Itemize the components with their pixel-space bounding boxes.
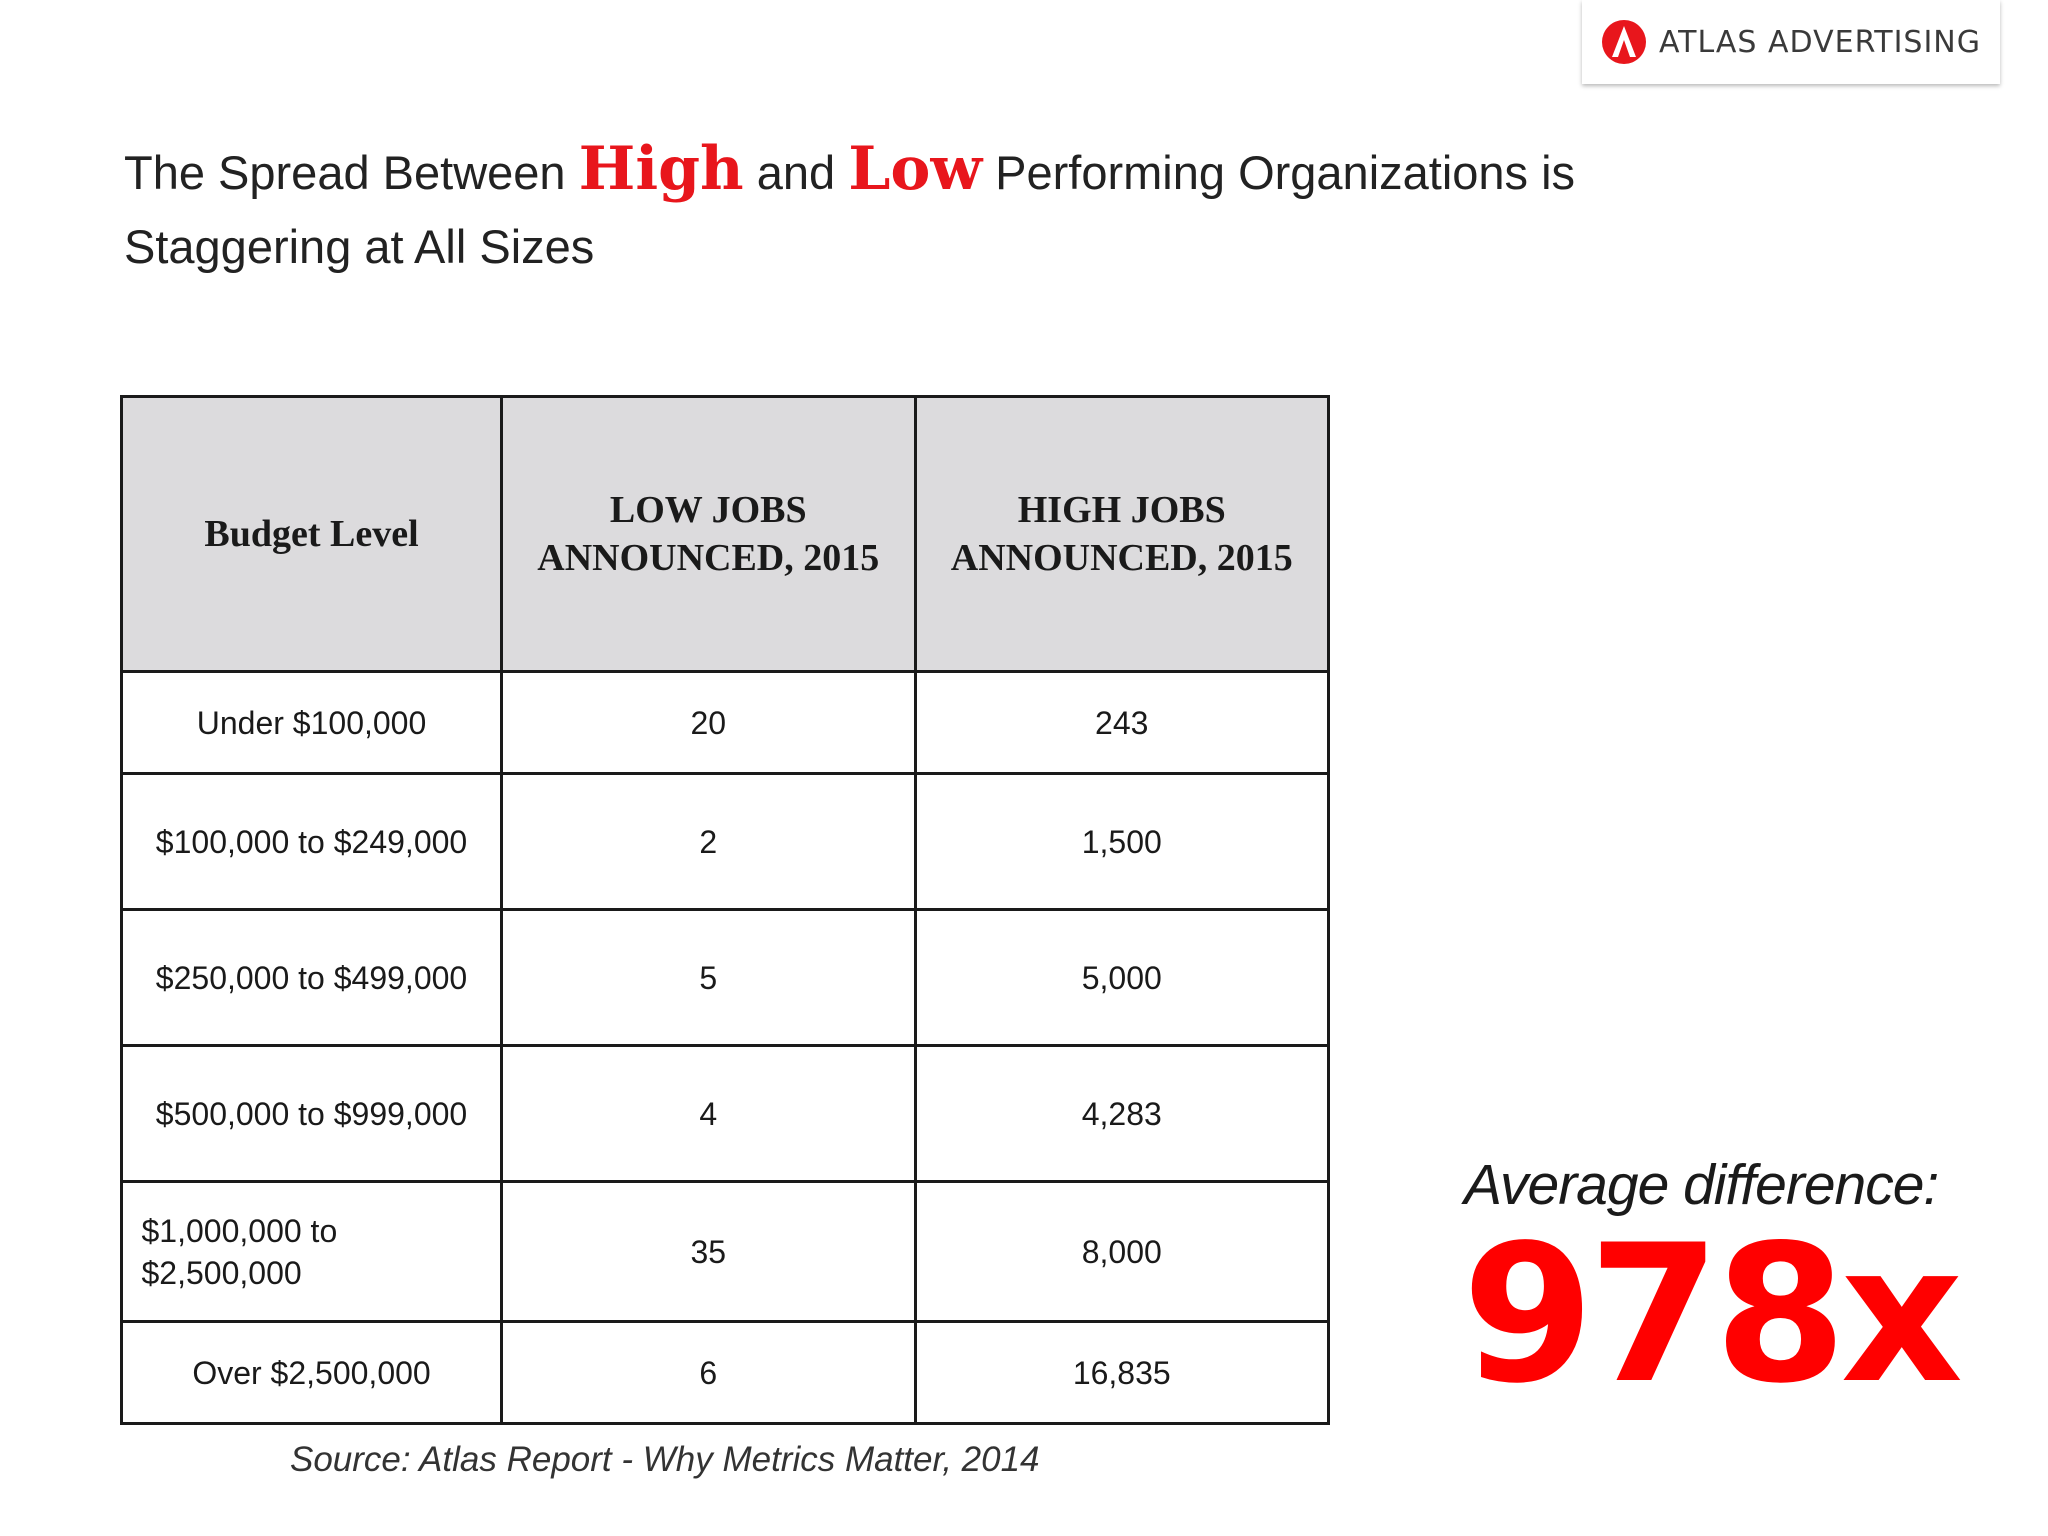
page-title	[124, 132, 1764, 284]
header-budget-level: Budget Level	[122, 397, 502, 672]
brand-name: ATLAS ADVERTISING	[1658, 24, 1981, 60]
source-citation: Source: Atlas Report - Why Metrics Matter, 2014	[290, 1440, 1040, 1479]
average-difference-value: 978x	[1462, 1204, 1958, 1425]
budget-level-cell	[122, 672, 502, 774]
atlas-a-logo-icon	[1601, 19, 1647, 65]
low-jobs-cell: 4	[502, 1046, 915, 1182]
header-low-jobs: LOW JOBS ANNOUNCED, 2015	[502, 397, 915, 672]
table-row	[122, 1046, 1329, 1182]
budget-level-text: $100,000 to $249,000	[155, 823, 468, 860]
budget-level-cell	[122, 1046, 502, 1182]
table-row	[122, 672, 1329, 774]
header-high-jobs: HIGH JOBS ANNOUNCED, 2015	[915, 397, 1329, 672]
table-header-row	[122, 397, 1329, 672]
high-jobs-cell: 1,500	[915, 774, 1329, 910]
budget-jobs-table	[120, 395, 1330, 1425]
high-jobs-cell: 8,000	[915, 1182, 1329, 1322]
title-high-emphasis: High	[578, 134, 744, 204]
budget-level-text: $250,000 to $499,000	[155, 959, 468, 996]
table-row	[122, 1322, 1329, 1424]
high-jobs-cell: 16,835	[915, 1322, 1329, 1424]
title-part-1: The Spread Between	[124, 146, 579, 199]
high-jobs-cell: 4,283	[915, 1046, 1329, 1182]
high-jobs-cell: 5,000	[915, 910, 1329, 1046]
budget-level-cell	[122, 1182, 502, 1322]
budget-level-text: Under $100,000	[196, 704, 427, 741]
low-jobs-cell: 5	[502, 910, 915, 1046]
budget-level-text: $500,000 to $999,000	[155, 1095, 468, 1132]
title-part-3: Performing Organizations is Staggering at All Sizes	[124, 146, 1576, 273]
low-jobs-cell: 2	[502, 774, 915, 910]
budget-level-text: $1,000,000 to $2,500,000	[141, 1212, 338, 1291]
budget-level-cell	[122, 1322, 502, 1424]
low-jobs-cell: 20	[502, 672, 915, 774]
atlas-logo	[1582, 0, 2000, 84]
title-part-2: and	[743, 146, 849, 199]
budget-level-cell	[122, 910, 502, 1046]
table-row	[122, 774, 1329, 910]
budget-level-cell	[122, 774, 502, 910]
high-jobs-cell: 243	[915, 672, 1329, 774]
low-jobs-cell: 6	[502, 1322, 915, 1424]
budget-level-text: Over $2,500,000	[192, 1354, 431, 1391]
table-row	[122, 910, 1329, 1046]
table-row	[122, 1182, 1329, 1322]
low-jobs-cell: 35	[502, 1182, 915, 1322]
title-low-emphasis: Low	[848, 134, 983, 204]
average-difference-label: Average difference:	[1464, 1153, 1939, 1217]
